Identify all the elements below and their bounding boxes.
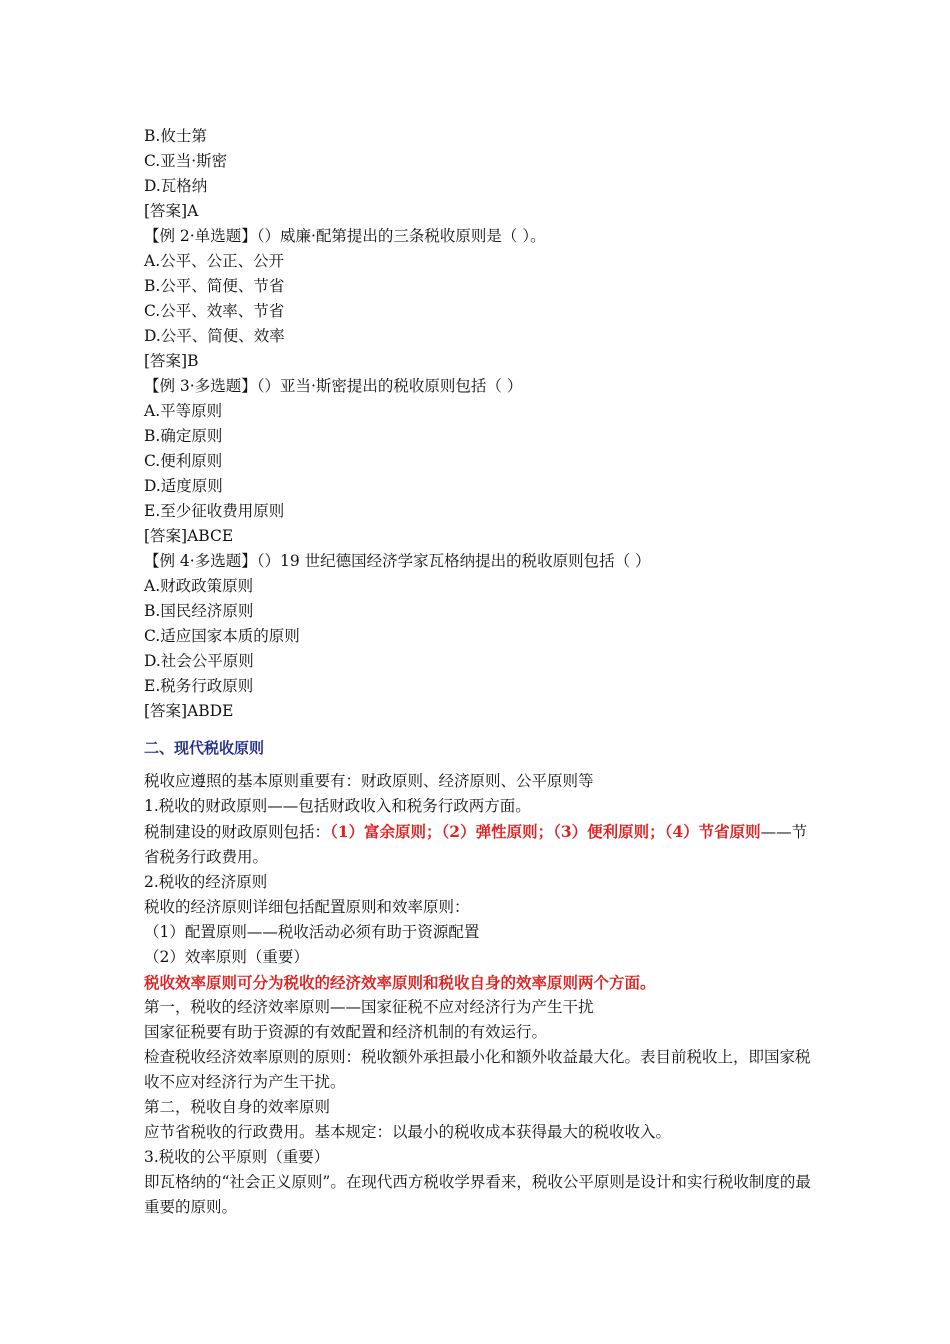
q2-title: 【例 2·单选题】（）威廉·配第提出的三条税收原则是（ ）。 (144, 227, 546, 245)
paragraph-resource-allocation: 国家征税要有助于资源的有效配置和经济机制的有效运行。 (144, 1023, 548, 1041)
q3-option-d: D.适度原则 (144, 477, 223, 495)
q4-option-e: E.税务行政原则 (144, 677, 254, 695)
q3-option-c: C.便利原则 (144, 452, 223, 470)
paragraph-admin-cost: 应节省税收的行政费用。基本规定：以最小的税收成本获得最大的税收收入。 (144, 1123, 672, 1141)
q3-option-b: B.确定原则 (144, 427, 223, 445)
paragraph-efficiency-check: 检查税收经济效率原则的原则：税收额外承担最小化和额外收益最大化。表目前税收上，即国家税收不应对经济行为产生干扰。 (144, 1048, 811, 1091)
q4-title: 【例 4·多选题】（）19 世纪德国经济学家瓦格纳提出的税收原则包括（ ） (144, 552, 651, 570)
document-page (144, 124, 812, 1220)
q1-option-d: D.瓦格纳 (144, 177, 208, 195)
paragraph-economic-efficiency: 第一，税收的经济效率原则——国家征税不应对经济行为产生干扰 (144, 998, 594, 1016)
paragraph-fairness-principle: 3.税收的公平原则（重要） (144, 1148, 330, 1166)
paragraph-allocation-principle: （1）配置原则——税收活动必须有助于资源配置 (144, 923, 480, 941)
paragraph-efficiency-principle: （2）效率原则（重要） (144, 948, 309, 966)
q3-title: 【例 3·多选题】（）亚当·斯密提出的税收原则包括（ ） (144, 377, 523, 395)
paragraph-basic-principles: 税收应遵照的基本原则重要有：财政原则、经济原则、公平原则等 (144, 772, 594, 790)
fiscal-items-prefix: 税制建设的财政原则包括： (144, 823, 331, 841)
paragraph-economic-detail: 税收的经济原则详细包括配置原则和效率原则： (144, 898, 470, 916)
q2-option-d: D.公平、简便、效率 (144, 327, 285, 345)
q2-option-c: C.公平、效率、节省 (144, 302, 285, 320)
section-heading: 二、现代税收原则 (144, 739, 265, 757)
q4-option-c: C.适应国家本质的原则 (144, 627, 300, 645)
paragraph-fiscal-principle: 1.税收的财政原则——包括财政收入和税务行政两方面。 (144, 797, 531, 815)
paragraph-fiscal-principle-items (144, 819, 812, 870)
q1-answer: [答案]A (144, 202, 199, 220)
q2-option-a: A.公平、公正、公开 (144, 252, 285, 270)
paragraph-efficiency-highlight: 税收效率原则可分为税收的经济效率原则和税收自身的效率原则两个方面。 (144, 973, 656, 992)
fiscal-items-suffix: ——节省税务行政费用。 (144, 823, 808, 866)
q3-option-a: A.平等原则 (144, 402, 223, 420)
q4-option-b: B.国民经济原则 (144, 602, 254, 620)
q2-answer: [答案]B (144, 352, 199, 370)
q4-answer: [答案]ABDE (144, 702, 234, 720)
q4-option-d: D.社会公平原则 (144, 652, 254, 670)
q3-answer: [答案]ABCE (144, 527, 234, 545)
q1-option-c: C.亚当·斯密 (144, 152, 228, 170)
paragraph-economic-principle: 2.税收的经济原则 (144, 873, 268, 891)
paragraph-self-efficiency: 第二，税收自身的效率原则 (144, 1098, 331, 1116)
paragraph-social-justice: 即瓦格纳的“社会正义原则”。在现代西方税收学界看来，税收公平原则是设计和实行税收制度的最重要的原则。 (144, 1173, 811, 1216)
q3-option-e: E.至少征收费用原则 (144, 502, 285, 520)
q2-option-b: B.公平、简便、节省 (144, 277, 285, 295)
q4-option-a: A.财政政策原则 (144, 577, 254, 595)
q1-option-b: B.攸士第 (144, 127, 207, 145)
fiscal-items-highlight: （1）富余原则；（2）弹性原则；（3）便利原则；（4）节省原则 (330, 822, 761, 841)
